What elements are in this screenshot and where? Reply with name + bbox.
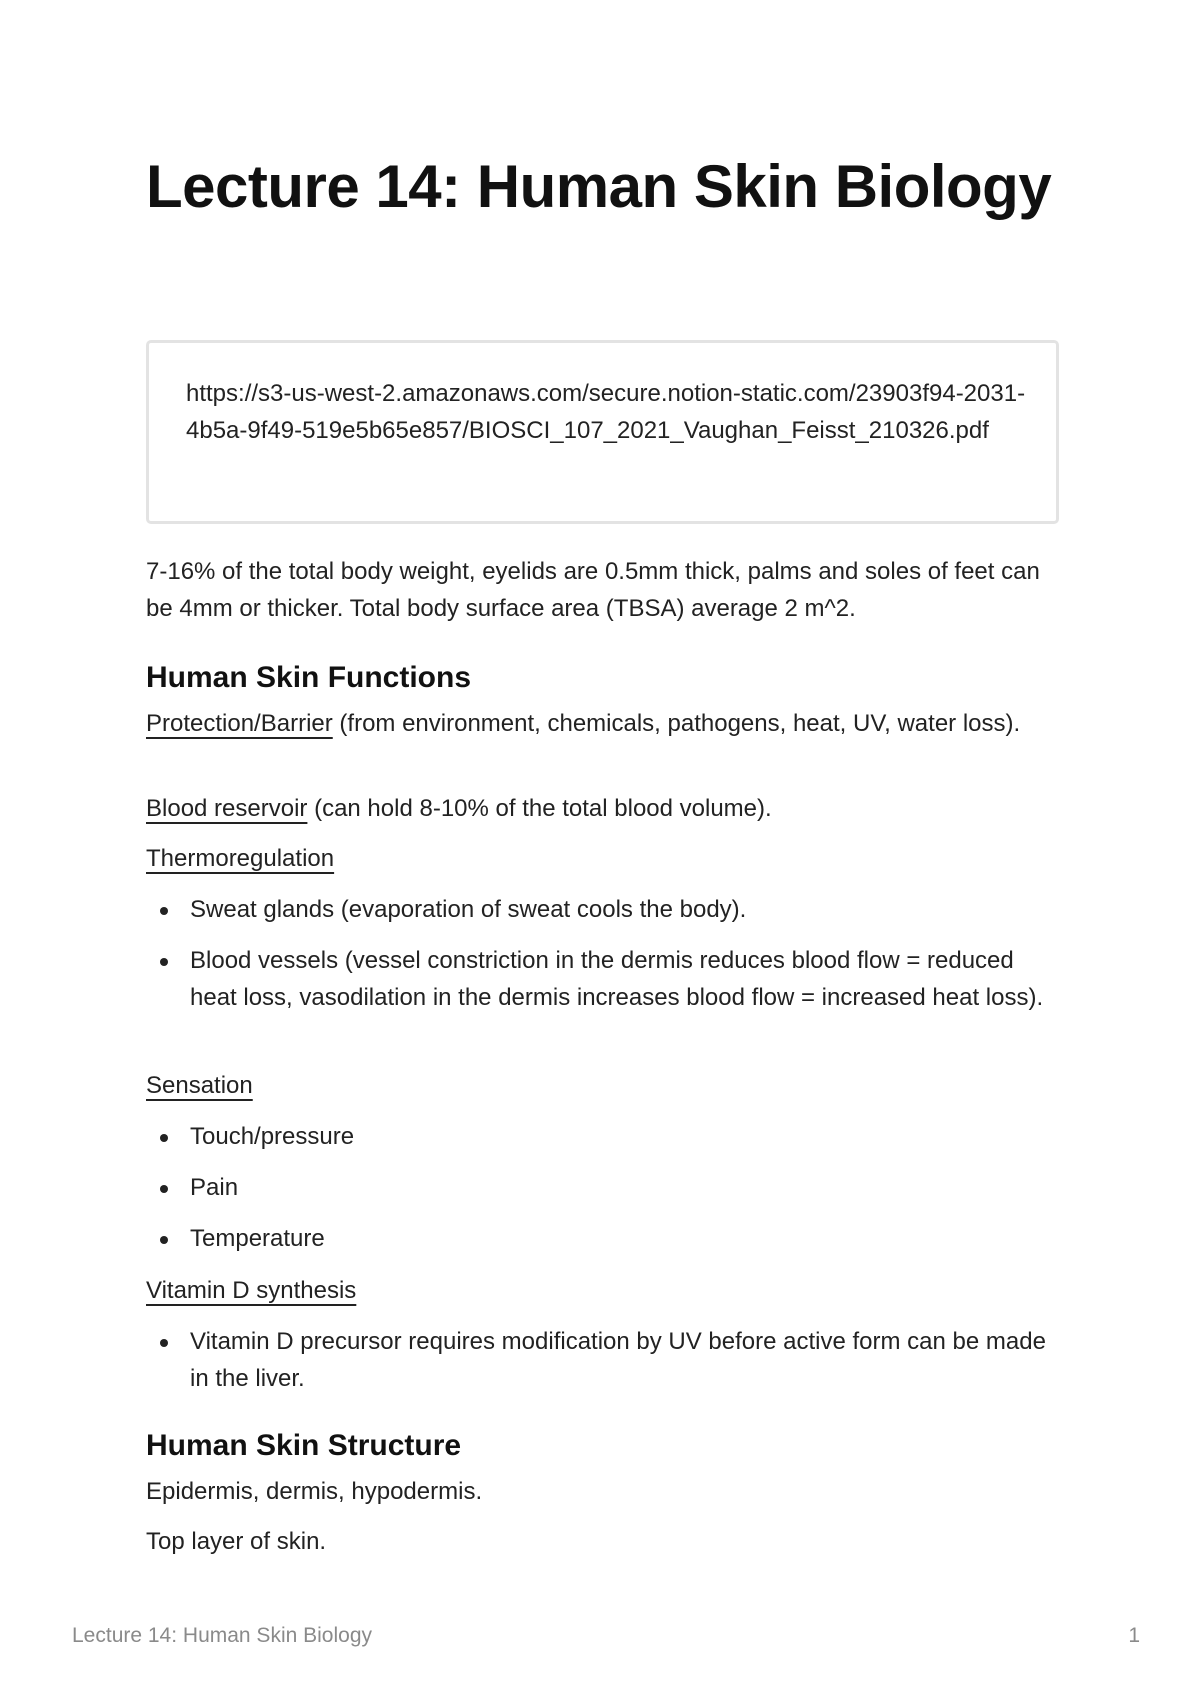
sensation-list — [146, 1118, 1061, 1257]
list-item — [146, 1323, 1061, 1397]
intro-paragraph: 7-16% of the total body weight, eyelids are 0.5mm thick, palms and soles of feet can be 4mm or thicker. Total body surface area (TBSA) average 2 m^2. — [146, 558, 1040, 622]
list-item-text: Touch/pressure — [190, 1123, 355, 1150]
vitamin-d-label: Vitamin D synthesis — [146, 1277, 357, 1304]
thermoregulation-label: Thermoregulation — [146, 845, 335, 872]
blood-reservoir-label: Blood reservoir — [146, 795, 308, 822]
sensation-paragraph — [146, 1067, 1061, 1104]
list-item-text: Sweat glands (evaporation of sweat cools the body). — [190, 896, 747, 923]
bullet-icon — [160, 958, 168, 966]
list-item — [146, 942, 1061, 1016]
vitamin-d-paragraph — [146, 1272, 1061, 1309]
thermoregulation-list — [146, 891, 1061, 1016]
list-item — [146, 1169, 1061, 1206]
list-item — [146, 1118, 1061, 1155]
protection-paragraph — [146, 705, 1061, 742]
structure-heading: Human Skin Structure — [146, 1429, 462, 1462]
file-link[interactable]: https://s3-us-west-2.amazonaws.com/secure.notion-static.com/23903f94-2031-4b5a-9f49-519e5b65e857/BIOSCI_107_2021_Vaughan_Feisst_210326.pdf — [186, 380, 1026, 444]
list-item-text: Pain — [190, 1174, 239, 1201]
top-layer-paragraph: Top layer of skin. — [146, 1528, 327, 1555]
vitamin-d-list — [146, 1323, 1061, 1397]
bullet-icon — [160, 1339, 168, 1347]
list-item-text: Temperature — [190, 1225, 325, 1252]
bullet-icon — [160, 1185, 168, 1193]
sensation-label: Sensation — [146, 1072, 253, 1099]
page-title: Lecture 14: Human Skin Biology — [146, 153, 1052, 220]
protection-label: Protection/Barrier — [146, 710, 333, 737]
list-item-text: Vitamin D precursor requires modification by UV before active form can be made in the liver. — [190, 1328, 1046, 1392]
bullet-icon — [160, 1134, 168, 1142]
blood-reservoir-text: (can hold 8-10% of the total blood volume). — [307, 795, 772, 822]
thermoregulation-paragraph — [146, 840, 1061, 877]
list-item-text: Blood vessels (vessel constriction in the dermis reduces blood flow = reduced heat loss, vasodilation in the dermis increases blood flow = increased heat loss). — [190, 947, 1044, 1011]
list-item — [146, 1220, 1061, 1257]
list-item — [146, 891, 1061, 928]
bullet-icon — [160, 907, 168, 915]
blood-reservoir-paragraph — [146, 790, 1061, 827]
protection-text: (from environment, chemicals, pathogens, heat, UV, water loss). — [332, 710, 1021, 737]
page-number: 1 — [1128, 1624, 1140, 1647]
footer-title: Lecture 14: Human Skin Biology — [72, 1624, 372, 1647]
layers-paragraph: Epidermis, dermis, hypodermis. — [146, 1478, 483, 1505]
bullet-icon — [160, 1236, 168, 1244]
file-embed-block[interactable] — [146, 340, 1059, 524]
functions-heading: Human Skin Functions — [146, 661, 472, 694]
